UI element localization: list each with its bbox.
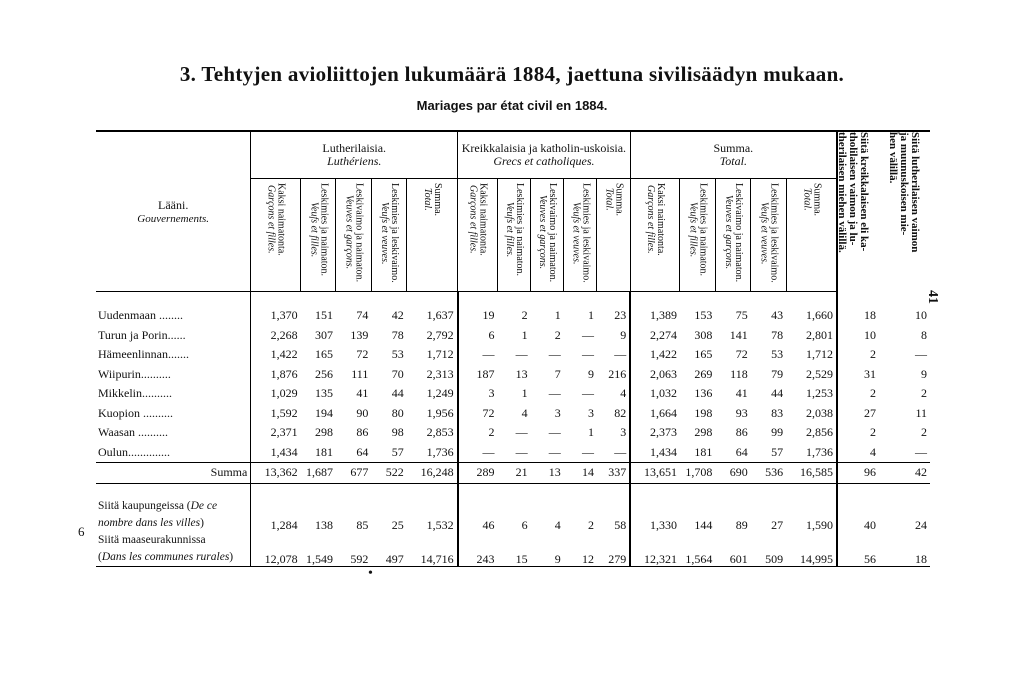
table-cell: 18 [879,532,930,567]
table-cell: 4 [521,405,528,420]
table-cell: 1,434 [251,443,301,463]
table-cell: 3 [620,425,627,439]
table-cell: 2,268 [251,326,301,346]
gouvernements-label: Gouvernements. [137,213,210,225]
table-cell: 78 [771,327,784,342]
table-cell: 1,736 [805,444,833,459]
table-cell: 9 [587,366,594,381]
table-cell: 2 [554,327,561,342]
table-cell: — [548,386,561,400]
table-cell: 690 [715,463,750,484]
table-cell: — [458,443,498,463]
table-cell: 1,284 [251,483,301,532]
table-cell: 1,637 [426,308,454,322]
lani-label: Lääni. [158,198,189,212]
towns-row [96,483,930,532]
table-cell: 40 [837,483,879,532]
table-cell: 6 [521,517,528,532]
row-label: Kuopion .......... [98,405,173,420]
table-cell: 2 [921,386,927,400]
header-siita-lutheran: Siitä lutherilaisen vaimon ja muunuskoisen mie- hen välillä. [879,131,930,292]
table-cell: 1,712 [805,347,833,361]
table-cell: 75 [735,308,748,322]
table-cell: 86 [356,425,369,439]
table-cell: 289 [458,463,498,484]
col-header: Leskivaimo ja naimaton. Veuves et garçons. [715,179,750,292]
table-cell: 1 [587,425,594,439]
table-cell: 1,712 [426,347,454,361]
table-row [96,384,930,404]
table-cell: 2,373 [630,423,680,443]
table-cell: 42 [879,463,930,484]
col-header: Leskimies ja naimaton. Veufs et filles. [497,179,530,292]
table-cell: 1,876 [251,365,301,385]
table-cell: 1,592 [251,404,301,424]
table-cell: 2 [458,423,498,443]
table-cell: 1,422 [251,345,301,365]
table-cell: 1,736 [426,444,454,459]
table-cell: 198 [694,405,713,420]
table-row [96,306,930,326]
row-label: Waasan .......... [98,425,169,439]
table-cell: 70 [391,366,404,381]
table-cell: 41 [735,386,748,400]
table-cell: 99 [771,425,784,439]
table-cell: 2,063 [630,365,680,385]
table-cell: — [548,425,561,439]
table-cell: 90 [356,405,369,420]
table-cell: 27 [771,517,784,532]
table-cell: 1 [521,327,528,342]
table-cell: 14,995 [786,532,837,567]
col-header: Summa. Total. [407,179,458,292]
table-cell: 153 [694,308,713,322]
table-cell: 2,853 [426,425,454,439]
header-corner [96,131,251,292]
table-cell: 279 [597,532,630,567]
table-cell: 15 [497,532,530,567]
table-cell: 194 [314,405,333,420]
table-cell: 307 [314,327,333,342]
table-cell: 1,664 [630,404,680,424]
table-cell: — [915,444,927,459]
col-header: Kaksi naimatonta. Garçons et filles. [251,179,301,292]
table-cell: 83 [771,405,784,420]
table-cell: 2,038 [805,405,833,420]
table-cell: 136 [694,386,713,400]
table-cell: 1,253 [805,386,833,400]
row-label: Uudenmaan ........ [98,308,183,322]
table-cell: 80 [391,405,404,420]
table-cell: 72 [458,404,498,424]
table-cell: 165 [694,347,713,361]
table-cell: 536 [751,463,786,484]
table-cell: 57 [391,444,404,459]
table-cell: 3 [587,405,594,420]
table-cell: 165 [314,347,333,361]
table-cell: 12,078 [251,532,301,567]
col-header: Leskimies ja leskivaimo. Veufs et veuves. [751,179,786,292]
group-lutheran: Lutherilaisia. Luthériens. [251,131,458,179]
table-cell: 1 [521,386,528,400]
table-cell: 72 [356,347,369,361]
table-cell: 9 [921,366,927,381]
table-cell: 2,801 [805,327,833,342]
table-cell: — [581,327,594,342]
row-label: Siitä maaseurakunnissa (Dans les communes rurales) [96,532,251,567]
table-cell: 16,248 [407,463,458,484]
table-cell: 19 [458,306,498,326]
table-cell: 44 [771,386,784,400]
table-cell: 98 [391,425,404,439]
table-cell: — [915,347,927,361]
table-cell: 14 [564,463,597,484]
table-cell: 16,585 [786,463,837,484]
table-cell: 298 [314,425,333,439]
table-cell: 181 [694,444,713,459]
col-header: Leskimies ja leskivaimo. Veufs et veuves. [564,179,597,292]
table-cell: 72 [735,347,748,361]
col-header: Leskimies ja naimaton. Veufs et filles. [301,179,336,292]
table-cell: 93 [735,405,748,420]
table-cell: — [458,345,498,365]
table-cell: 82 [614,405,627,420]
row-label: Wiipurin.......... [98,366,171,381]
table-cell: 1,422 [630,345,680,365]
table-cell: 1,532 [426,517,454,532]
table-cell: — [515,347,528,361]
table-cell: 1,249 [426,386,454,400]
table-cell: 64 [356,444,369,459]
table-cell: 1,389 [630,306,680,326]
table-cell: 1,956 [426,405,454,420]
table-cell: 42 [391,308,404,322]
table-cell: 2 [587,517,594,532]
table-cell: 111 [351,366,369,381]
table-cell: — [548,444,561,459]
group-greek-catholic: Kreikkalaisia ja katholin-uskoisia. Grecs et catholiques. [458,131,631,179]
table-cell: 2,371 [251,423,301,443]
table-cell: — [614,444,627,459]
table-body [96,306,930,566]
table-cell: 138 [314,517,333,532]
row-label: Oulun.............. [98,444,170,459]
table-cell: 509 [751,532,786,567]
table-cell: 12,321 [630,532,680,567]
table-cell: 1,660 [805,308,833,322]
table-cell: 13,362 [251,463,301,484]
row-label: Siitä kaupungeissa (De ce nombre dans les villes) [98,499,218,529]
table-cell: 12 [564,532,597,567]
table-cell: 2,856 [805,425,833,439]
table-row [96,345,930,365]
table-cell: 1 [554,308,561,322]
col-header: Kaksi naimatonta. Garçons et filles. [458,179,498,292]
table-cell: 139 [350,327,369,342]
table-cell: 522 [371,463,406,484]
table-cell: 256 [314,366,333,381]
table-cell: 118 [730,366,748,381]
table-cell: 298 [694,425,713,439]
table-cell: 7 [554,366,561,381]
table-cell: 308 [694,327,713,342]
table-cell: 269 [694,366,713,381]
table-cell: 337 [597,463,630,484]
table-cell: 23 [614,308,627,322]
table-cell: 1,370 [251,306,301,326]
table-cell: — [581,444,594,459]
table-cell: — [515,425,528,439]
table-row [96,365,930,385]
table-cell: 96 [837,463,879,484]
table-row [96,404,930,424]
table-cell: 14,716 [407,532,458,567]
table-cell: 135 [314,386,333,400]
table-cell: 144 [694,517,713,532]
table-cell: — [548,347,561,361]
table-cell: 58 [614,517,627,532]
summa-row [96,463,930,484]
table-cell: 1,549 [301,532,336,567]
header-siita-greek: Siitä kreikkalaisen eli ka- tholilaisen vaimon ja lu- therilaisen miehen välillä. [837,131,879,292]
table-cell: 18 [837,306,879,326]
table-cell: 10 [837,326,879,346]
table-cell: 21 [497,463,530,484]
table-cell: 13 [515,366,528,381]
table-cell: 3 [554,405,561,420]
table-cell: 187 [458,365,498,385]
table-cell: 13 [531,463,564,484]
table-cell: 79 [771,366,784,381]
table-cell: 56 [837,532,879,567]
table-cell: 243 [458,532,498,567]
rural-row [96,532,930,567]
table-cell: 1,029 [251,384,301,404]
table-row [96,326,930,346]
table-cell: 2,274 [630,326,680,346]
table-cell: 64 [735,444,748,459]
table-cell: — [581,386,594,400]
table-cell: 1,434 [630,443,680,463]
table-cell: 1,687 [301,463,336,484]
table-cell: 4 [620,386,627,400]
table-cell: 141 [729,327,748,342]
table-cell: 11 [915,405,927,420]
table-cell: 216 [608,366,627,381]
table-cell: 24 [915,517,927,532]
table-cell: 6 [458,326,498,346]
table-cell: 2 [921,425,927,439]
table-title: 3. Tehtyjen avioliittojen lukumäärä 1884, jaettuna sivilisäädyn mukaan. [179,62,845,86]
col-header: Summa. Total. [786,179,837,292]
table-cell: 1,590 [805,517,833,532]
table-subtitle: Mariages par état civil en 1884. [416,98,608,113]
table-cell: 2 [837,345,879,365]
table-cell: 2,313 [426,366,454,381]
table-cell: 53 [771,347,784,361]
table-cell: 89 [735,517,748,532]
group-total: Summa. Total. [630,131,837,179]
col-header: Leskivaimo ja naimaton. Veuves et garçons. [531,179,564,292]
table-cell: 44 [391,386,404,400]
page-number: 41 [925,290,940,304]
table-cell: 1,330 [630,483,680,532]
table-cell: 677 [336,463,371,484]
table-cell: 86 [735,425,748,439]
table-cell: 9 [620,327,627,342]
table-cell: 2 [837,384,879,404]
table-cell: 2 [837,423,879,443]
table-cell: 46 [458,483,498,532]
table-cell: 181 [314,444,333,459]
table-cell: 85 [356,517,369,532]
table-cell: 2,529 [805,366,833,381]
table-cell: — [581,347,594,361]
table-cell: 2,792 [426,327,454,342]
table-cell: 1,564 [680,532,715,567]
table-cell: 31 [837,365,879,385]
stray-dot: • [368,566,373,581]
table-cell: — [614,347,627,361]
table-cell: 4 [837,443,879,463]
table-cell: 4 [554,517,561,532]
table-cell: 1,032 [630,384,680,404]
row-label: Summa [96,463,251,484]
table-cell: 497 [371,532,406,567]
table-cell: 78 [391,327,404,342]
table-cell: 2 [521,308,528,322]
table-cell: 151 [314,308,333,322]
row-label: Turun ja Porin...... [98,327,186,342]
row-label: Mikkelin.......... [98,386,172,400]
table-cell: 8 [921,327,927,342]
table-cell: 1 [587,308,594,322]
table-cell: 1,708 [680,463,715,484]
table-cell: 43 [771,308,784,322]
table-cell: 41 [356,386,369,400]
table-row [96,423,930,443]
col-header: Summa. Total. [597,179,630,292]
table-cell: 592 [336,532,371,567]
col-header: Leskimies ja naimaton. Veufs et filles. [680,179,715,292]
table-cell: 3 [458,384,498,404]
table-cell: 13,651 [630,463,680,484]
table-cell: 10 [915,308,927,322]
table-cell: — [515,444,528,459]
table-cell: 74 [356,308,369,322]
col-header: Kaksi naimatonta. Garçons et filles. [630,179,680,292]
table-row [96,443,930,463]
marriage-table [96,130,930,566]
table-cell: 53 [391,347,404,361]
table-cell: 9 [531,532,564,567]
row-label: Hämeenlinnan....... [98,347,189,361]
table-cell: 27 [837,404,879,424]
col-header: Leskimies ja leskivaimo. Veufs et veuves. [371,179,406,292]
table-cell: 601 [715,532,750,567]
side-mark: 6 [78,524,85,539]
table-cell: 25 [391,517,404,532]
col-header: Leskivaimo ja naimaton. Veuves et garçons. [336,179,371,292]
table-cell: 57 [771,444,784,459]
